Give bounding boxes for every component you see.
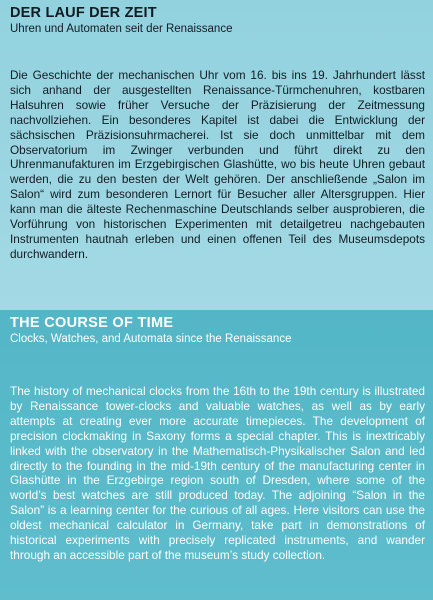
english-title: THE COURSE OF TIME — [10, 315, 174, 331]
english-body-text: The history of mechanical clocks from the 16th to the 19th century is illustrated by Renaissance tower-clocks and valuable watches, as well as by early attempts at creating ever more accurate timepieces. The development of precision clockmaking in Saxony forms a special chapter. This is inextricably linked with the observatory in the Mathematisch-Physikalischer Salon and led directly to the founding in the mid-19th century of the manufacturing center in Glashütte in the Erzgebirge region south of Dresden, where some of the world’s best watches are still produced today. The adjoining “Salon in the Salon” is a learning center for the curious of all ages. Here visitors can use the oldest mechanical calculator in Germany, take part in demonstrations of historical experiments with precisely replicated instruments, and wander through an accessible part of the museum’s study collection. — [10, 384, 425, 562]
german-body-text: Die Geschichte der mechanischen Uhr vom 16. bis ins 19. Jahrhundert lässt sich anhand der ausgestellten Renaissance-Türmchenuhren, kostbaren Halsuhren sowie früher Versuche der Präzisierung der Zeitmessung nachvollziehen. Ein besonderes Kapitel ist dabei die Entwicklung der sächsischen Präzisionsuhrmacherei. Ist sie doch unmittelbar mit dem Observatorium im Zwinger verbunden und führt direkt zu den Uhrenmanufakturen im Erzgebirgischen Glashütte, wo bis heute Uhren gebaut werden, die zu den besten der Welt gehören. Der anschließende „Salon im Salon“ wird zum besonderen Lernort für Besucher aller Altersgruppen. Hier kann man die älteste Rechenmaschine Deutschlands selber ausprobieren, die Vorführung von historischen Experimenten mit detailgetreu nachgebauten Instrumenten hautnah erleben und einen offenen Teil des Museumsdepots durchwandern. — [10, 68, 425, 261]
english-section — [0, 310, 433, 600]
german-title: DER LAUF DER ZEIT — [10, 5, 157, 21]
german-subtitle: Uhren und Automaten seit der Renaissance — [10, 23, 233, 35]
english-subtitle: Clocks, Watches, and Automata since the Renaissance — [10, 333, 292, 345]
